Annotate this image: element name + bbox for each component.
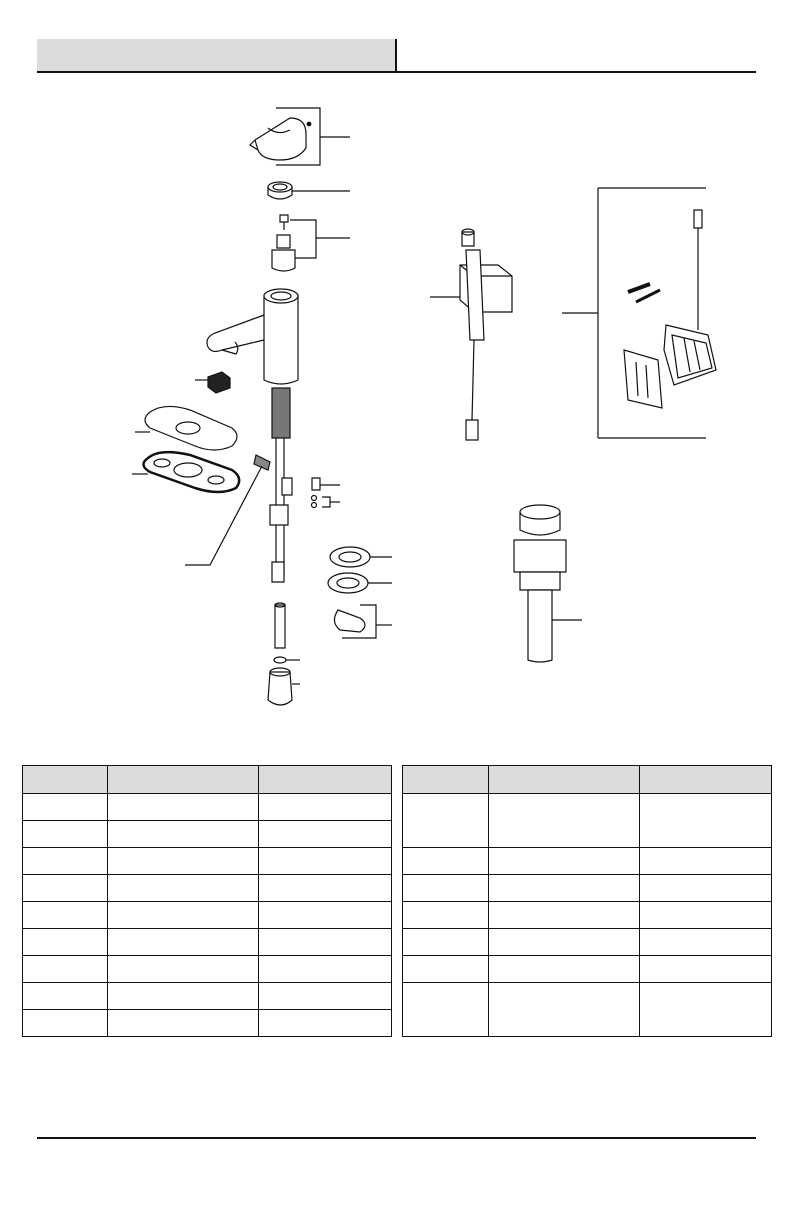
table-cell bbox=[23, 929, 108, 956]
table-cell bbox=[403, 848, 489, 875]
table-cell bbox=[259, 1010, 392, 1037]
table-row bbox=[23, 848, 392, 875]
table-cell bbox=[259, 902, 392, 929]
table-cell bbox=[108, 821, 259, 848]
table-header-row bbox=[23, 766, 392, 794]
footer-rule bbox=[37, 1137, 756, 1139]
table-cell bbox=[259, 956, 392, 983]
table-row bbox=[23, 1010, 392, 1037]
parts-table-right bbox=[402, 765, 772, 1037]
table-cell bbox=[108, 875, 259, 902]
header-rule bbox=[37, 71, 756, 73]
table-cell bbox=[489, 794, 640, 848]
table-cell bbox=[23, 983, 108, 1010]
table-cell bbox=[108, 902, 259, 929]
table-row bbox=[23, 929, 392, 956]
table-cell bbox=[259, 875, 392, 902]
table-cell bbox=[640, 848, 772, 875]
table-cell bbox=[108, 983, 259, 1010]
table-cell bbox=[108, 794, 259, 821]
table-cell bbox=[489, 875, 640, 902]
table-row bbox=[403, 929, 772, 956]
table-cell bbox=[23, 875, 108, 902]
table-cell bbox=[259, 821, 392, 848]
table-row bbox=[23, 794, 392, 821]
table-cell bbox=[403, 794, 489, 848]
table-row bbox=[403, 983, 772, 1037]
table-cell bbox=[403, 956, 489, 983]
clip-illustration bbox=[312, 478, 341, 508]
table-cell bbox=[489, 848, 640, 875]
header-divider bbox=[395, 39, 397, 73]
table-cell bbox=[640, 902, 772, 929]
column-header bbox=[489, 766, 640, 794]
table-row bbox=[403, 902, 772, 929]
washers-illustration bbox=[328, 547, 392, 593]
table-row bbox=[403, 956, 772, 983]
table-cell bbox=[23, 794, 108, 821]
table-row bbox=[23, 875, 392, 902]
table-header-row bbox=[403, 766, 772, 794]
table-row bbox=[23, 902, 392, 929]
header-tab bbox=[37, 39, 395, 71]
table-row bbox=[403, 794, 772, 848]
column-header bbox=[23, 766, 108, 794]
table-cell bbox=[108, 1010, 259, 1037]
deck-plate-illustration bbox=[135, 406, 237, 450]
cartridge-illustration bbox=[272, 215, 350, 271]
table-cell bbox=[108, 956, 259, 983]
table-cell bbox=[23, 902, 108, 929]
parts-table-left bbox=[22, 765, 392, 1037]
table-cell bbox=[403, 875, 489, 902]
table-cell bbox=[640, 983, 772, 1037]
table-cell bbox=[403, 983, 489, 1037]
handle-illustration bbox=[250, 108, 350, 165]
mounting-nut-illustration bbox=[334, 605, 392, 638]
bonnet-nut-illustration bbox=[268, 182, 350, 199]
column-header bbox=[640, 766, 772, 794]
table-cell bbox=[23, 848, 108, 875]
table-cell bbox=[640, 794, 772, 848]
table-row bbox=[403, 848, 772, 875]
table-cell bbox=[259, 794, 392, 821]
table-cell bbox=[489, 902, 640, 929]
exploded-parts-diagram bbox=[0, 80, 793, 720]
table-row bbox=[23, 983, 392, 1010]
hose-illustration bbox=[268, 603, 300, 705]
table-cell bbox=[489, 983, 640, 1037]
column-header bbox=[259, 766, 392, 794]
battery-box-illustration bbox=[562, 188, 716, 438]
table-row bbox=[23, 821, 392, 848]
control-box-illustration bbox=[430, 229, 512, 440]
table-cell bbox=[640, 875, 772, 902]
table-cell bbox=[23, 1010, 108, 1037]
table-cell bbox=[489, 956, 640, 983]
table-cell bbox=[108, 848, 259, 875]
table-cell bbox=[259, 929, 392, 956]
table-cell bbox=[640, 929, 772, 956]
table-cell bbox=[403, 929, 489, 956]
nut-illustration bbox=[195, 372, 230, 393]
drain-illustration bbox=[514, 505, 582, 662]
table-cell bbox=[108, 929, 259, 956]
column-header bbox=[108, 766, 259, 794]
column-header bbox=[403, 766, 489, 794]
table-cell bbox=[259, 848, 392, 875]
table-cell bbox=[403, 902, 489, 929]
table-cell bbox=[640, 956, 772, 983]
table-row bbox=[403, 875, 772, 902]
table-cell bbox=[489, 929, 640, 956]
table-row bbox=[23, 956, 392, 983]
gasket-illustration bbox=[132, 452, 239, 492]
table-cell bbox=[23, 956, 108, 983]
table-cell bbox=[259, 983, 392, 1010]
table-cell bbox=[23, 821, 108, 848]
